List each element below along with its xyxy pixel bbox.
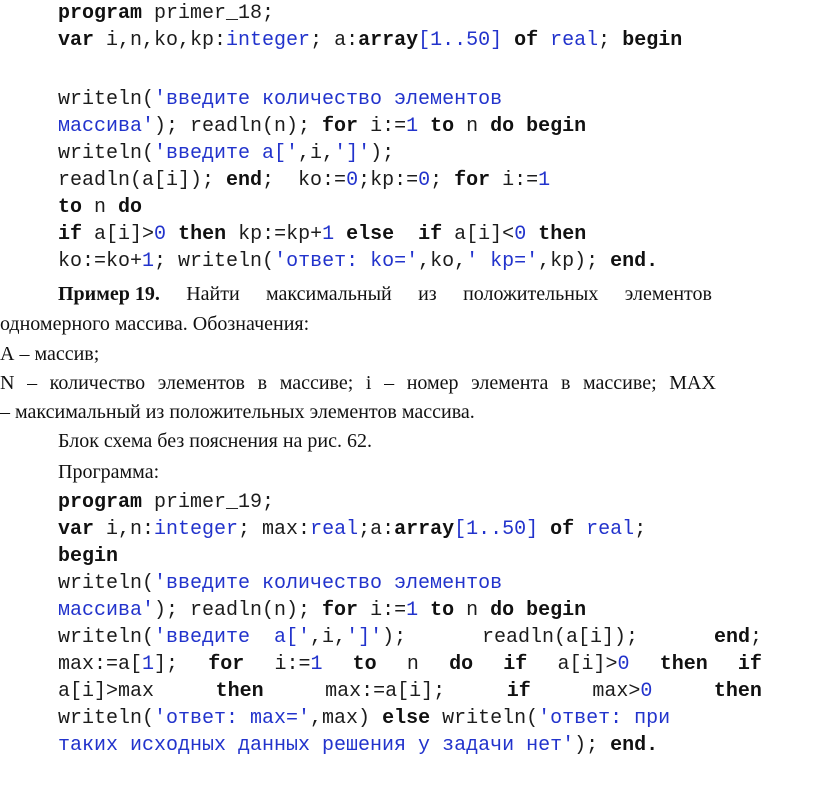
code-line xyxy=(58,705,670,732)
number: 1 xyxy=(142,250,155,273)
keyword: do xyxy=(490,115,515,138)
keyword: of xyxy=(550,518,575,541)
string-literal: 'введите количество элементов xyxy=(154,88,503,111)
code-text: max:=a[i]; xyxy=(325,680,446,703)
code-line xyxy=(58,516,646,543)
number: 1 xyxy=(406,115,419,138)
word: элементов xyxy=(157,372,246,394)
word: в xyxy=(257,372,268,394)
code-group xyxy=(58,651,178,678)
code-text: writeln( xyxy=(58,707,155,730)
word: массиве; xyxy=(279,372,354,394)
string-literal: 'ответ: max=' xyxy=(154,707,311,730)
code-text: ; ko:= xyxy=(262,169,347,192)
code-text: n xyxy=(82,196,119,219)
code-text: writeln( xyxy=(430,707,539,730)
paragraph-line: Блок схема без пояснения на рис. 62. xyxy=(58,430,372,452)
code-text: ); xyxy=(382,626,407,649)
string-literal: 'введите a[' xyxy=(154,142,299,165)
keyword: else xyxy=(382,707,431,730)
word: i xyxy=(365,372,372,394)
word: Найти xyxy=(186,283,240,305)
code-text: ); xyxy=(370,142,395,165)
string-literal: 'введите a[' xyxy=(154,626,311,649)
code-text: . xyxy=(646,734,659,757)
code-text: ]; xyxy=(154,653,179,676)
code-text: i:= xyxy=(490,169,539,192)
keyword: then xyxy=(215,680,264,703)
number: 1 xyxy=(538,169,551,192)
number: 0 xyxy=(418,169,431,192)
code-text: i:= xyxy=(274,653,311,676)
paragraph-line: одномерного массива. Обозначения: xyxy=(0,313,310,335)
example-heading-line xyxy=(58,281,712,308)
number: 0 xyxy=(514,223,527,246)
keyword: then xyxy=(178,223,227,246)
number: 0 xyxy=(617,653,630,676)
keyword: var xyxy=(58,29,95,52)
code-text: ;a: xyxy=(358,518,395,541)
number: 1 xyxy=(322,223,335,246)
code-text: kp:=kp+ xyxy=(226,223,323,246)
keyword: to xyxy=(430,115,455,138)
keyword: array xyxy=(358,29,419,52)
code-text: a[i]> xyxy=(557,653,618,676)
word: максимальный xyxy=(266,283,392,305)
number: 0 xyxy=(640,680,653,703)
code-text: max> xyxy=(592,680,641,703)
string-literal: ' kp=' xyxy=(466,250,539,273)
code-text: ,i, xyxy=(310,626,347,649)
keyword: if xyxy=(503,653,528,676)
string-literal: ']' xyxy=(334,142,371,165)
word: количество xyxy=(49,372,146,394)
code-group xyxy=(557,651,629,678)
word: – xyxy=(384,372,395,394)
example-label: Пример 19. xyxy=(58,283,160,305)
code-line xyxy=(58,140,394,167)
code-text: ,i, xyxy=(298,142,335,165)
code-text: ; writeln( xyxy=(154,250,275,273)
code-text: ko:=ko+ xyxy=(58,250,143,273)
keyword: var xyxy=(58,518,95,541)
code-text: a[i]> xyxy=(82,223,155,246)
keyword: if xyxy=(737,653,762,676)
word: MAX xyxy=(669,372,716,394)
code-text: ; xyxy=(430,169,455,192)
code-text: ,ko, xyxy=(418,250,467,273)
code-line xyxy=(58,113,586,140)
keyword: if xyxy=(418,223,443,246)
code-text: i:= xyxy=(358,599,407,622)
word: N xyxy=(0,372,15,394)
keyword: array xyxy=(394,518,455,541)
number: 0 xyxy=(346,169,359,192)
word: массиве; xyxy=(583,372,657,394)
keyword: then xyxy=(713,680,762,703)
paragraph-line: – максимальный из положительных элементов массива. xyxy=(0,401,475,423)
type-name: real xyxy=(550,29,599,52)
keyword: to xyxy=(430,599,455,622)
code-text: max:=a[ xyxy=(58,653,143,676)
code-text: a[i]>max xyxy=(58,680,155,703)
word: элемента xyxy=(471,372,549,394)
keyword: begin xyxy=(526,115,587,138)
code-text: n xyxy=(454,599,491,622)
code-text: writeln( xyxy=(58,626,155,649)
keyword: begin xyxy=(526,599,587,622)
code-text: ); readln(n); xyxy=(154,599,323,622)
program-name: primer_18; xyxy=(142,2,275,25)
code-text: ,max) xyxy=(310,707,383,730)
keyword: end xyxy=(226,169,263,192)
string-literal: 'ответ: при xyxy=(538,707,671,730)
keyword: if xyxy=(506,680,531,703)
code-line xyxy=(58,624,762,651)
keyword: then xyxy=(538,223,587,246)
code-text: a[i]< xyxy=(442,223,515,246)
range: [1..50] xyxy=(454,518,539,541)
string-literal: ']' xyxy=(346,626,383,649)
code-line xyxy=(58,597,586,624)
type-name: integer xyxy=(154,518,239,541)
number: 1 xyxy=(142,653,155,676)
keyword: do xyxy=(449,653,474,676)
code-line xyxy=(58,678,762,705)
code-group xyxy=(274,651,322,678)
code-line xyxy=(58,221,586,248)
keyword: to xyxy=(58,196,83,219)
code-text: ;kp:= xyxy=(358,169,419,192)
code-line xyxy=(58,248,658,275)
code-text: writeln( xyxy=(58,88,155,111)
number: 0 xyxy=(154,223,167,246)
code-line xyxy=(58,543,118,570)
code-text: . xyxy=(646,250,659,273)
code-text: readln(a[i]); xyxy=(58,169,227,192)
code-line xyxy=(58,86,502,113)
code-text: ; max: xyxy=(238,518,311,541)
code-line xyxy=(58,167,550,194)
string-literal: массива' xyxy=(58,115,155,138)
code-text: i,n: xyxy=(94,518,155,541)
keyword: program xyxy=(58,491,143,514)
keyword: do xyxy=(118,196,143,219)
code-text: ,kp); xyxy=(538,250,611,273)
keyword: for xyxy=(322,115,359,138)
code-line xyxy=(58,489,274,516)
keyword: for xyxy=(208,653,245,676)
string-literal: 'введите количество элементов xyxy=(154,572,503,595)
type-name: real xyxy=(586,518,635,541)
type-name: real xyxy=(310,518,359,541)
string-literal: таких исходных данных решения у задачи нет' xyxy=(58,734,575,757)
code-line xyxy=(58,194,142,221)
code-text: ; a: xyxy=(310,29,359,52)
paragraph-line: Программа: xyxy=(58,461,160,483)
keyword: else xyxy=(346,223,395,246)
code-text: ); xyxy=(574,734,611,757)
number: 1 xyxy=(310,653,323,676)
code-line xyxy=(58,27,682,54)
code-line xyxy=(58,651,762,678)
code-text: i:= xyxy=(358,115,407,138)
word: – xyxy=(27,372,38,394)
keyword: to xyxy=(352,653,377,676)
number: 1 xyxy=(406,599,419,622)
word: элементов xyxy=(624,283,712,305)
code-line xyxy=(58,0,274,27)
code-text: ; xyxy=(749,626,762,649)
range: [1..50] xyxy=(418,29,503,52)
word: положительных xyxy=(463,283,599,305)
word: из xyxy=(418,283,437,305)
keyword: end xyxy=(610,250,647,273)
keyword: if xyxy=(58,223,83,246)
code-text: readln(a[i]); xyxy=(482,626,639,649)
string-literal: массива' xyxy=(58,599,155,622)
paragraph-line: А – массив; xyxy=(0,343,100,365)
code-text: writeln( xyxy=(58,142,155,165)
code-text: writeln( xyxy=(58,572,155,595)
word: в xyxy=(560,372,571,394)
keyword: program xyxy=(58,2,143,25)
code-line xyxy=(58,732,658,759)
keyword: end xyxy=(713,626,750,649)
paragraph-line xyxy=(0,370,716,397)
keyword: of xyxy=(514,29,539,52)
code-group xyxy=(592,678,652,705)
keyword: then xyxy=(659,653,708,676)
code-text: ; xyxy=(598,29,611,52)
string-literal: 'ответ: ko=' xyxy=(274,250,419,273)
code-text: n xyxy=(406,653,419,676)
code-text: ); readln(n); xyxy=(154,115,323,138)
keyword: begin xyxy=(58,545,119,568)
type-name: integer xyxy=(226,29,311,52)
code-group xyxy=(58,624,406,651)
program-name: primer_19; xyxy=(142,491,275,514)
keyword: do xyxy=(490,599,515,622)
code-group xyxy=(714,624,762,651)
code-text: i,n,ko,kp: xyxy=(94,29,227,52)
code-text: ; xyxy=(634,518,647,541)
word: номер xyxy=(406,372,459,394)
code-text: n xyxy=(454,115,491,138)
keyword: begin xyxy=(622,29,683,52)
code-line xyxy=(58,570,502,597)
keyword: end xyxy=(610,734,647,757)
keyword: for xyxy=(322,599,359,622)
keyword: for xyxy=(454,169,491,192)
